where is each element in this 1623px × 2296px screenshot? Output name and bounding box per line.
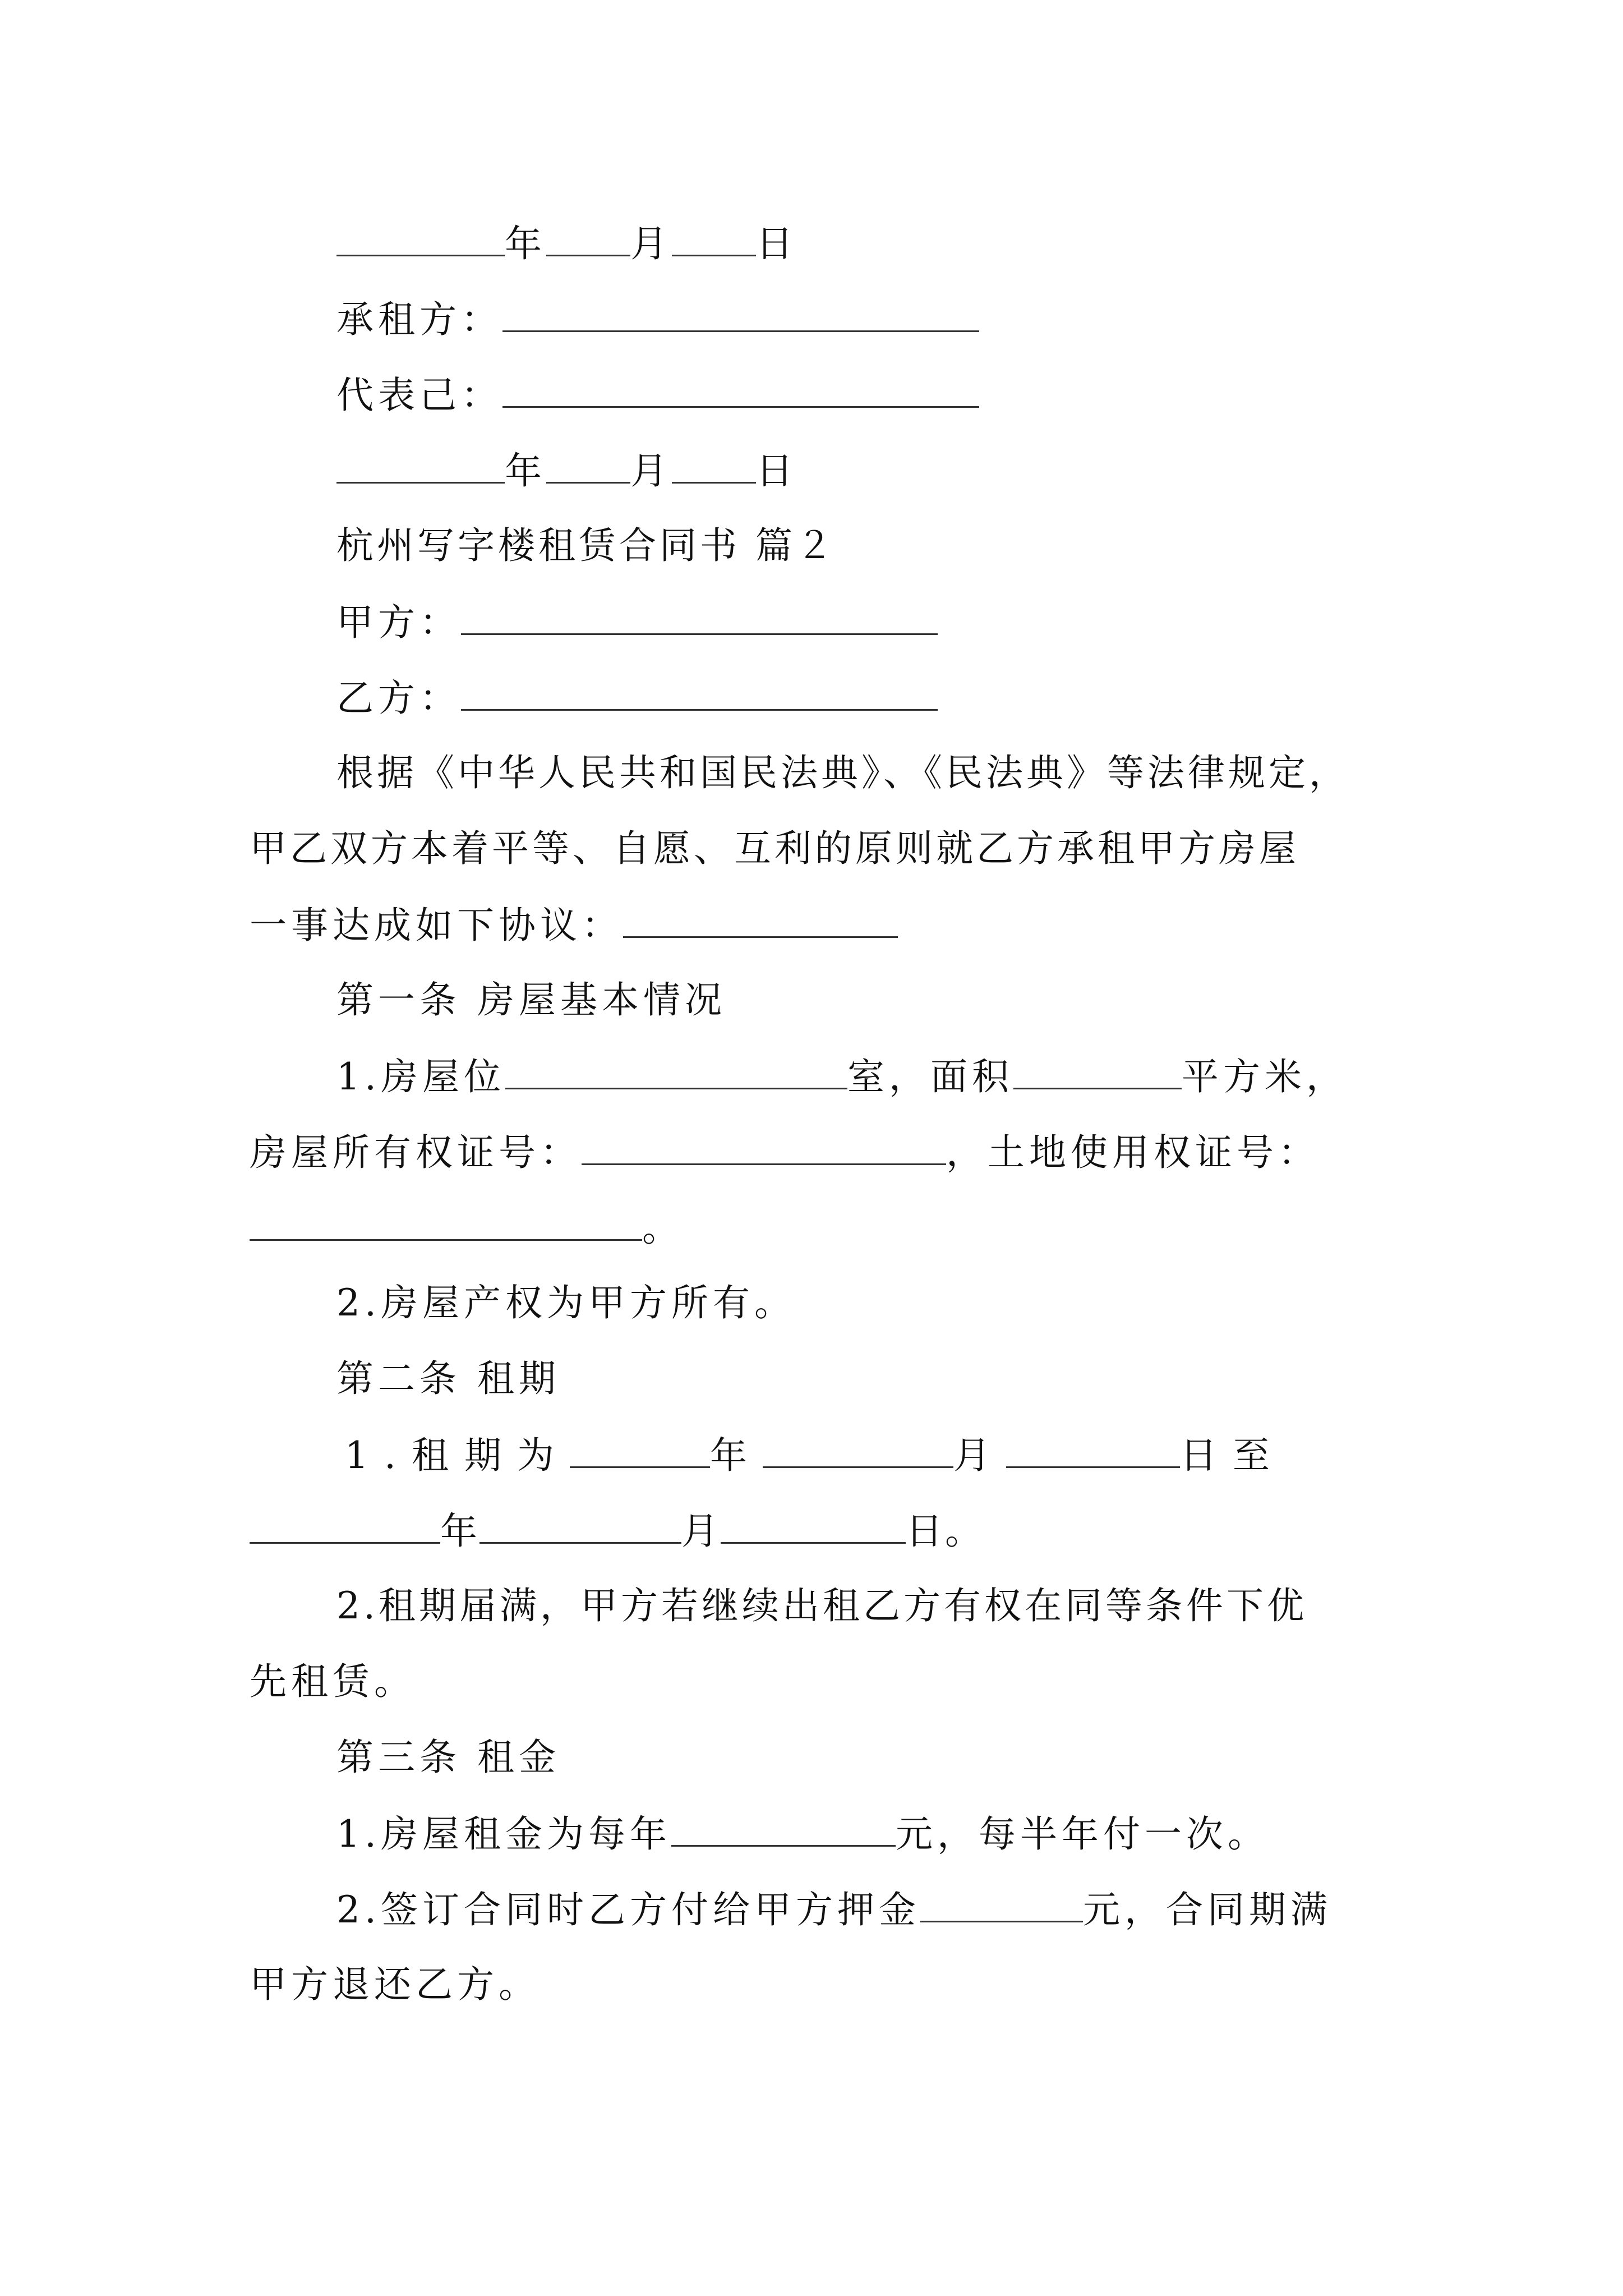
start-day-blank (1006, 1436, 1180, 1468)
party-b-line: 乙方： (336, 679, 938, 717)
year-blank (336, 224, 505, 256)
area-blank (1013, 1057, 1182, 1089)
party-b-blank (461, 679, 938, 711)
ownership-cert-blank (582, 1133, 946, 1165)
start-month-blank (763, 1436, 953, 1468)
article-2-item-1: 1.租期为 年 月 日至 (345, 1434, 1285, 1478)
end-month-blank (479, 1512, 681, 1544)
day-blank (672, 224, 756, 256)
article-3-item-1: 1.房屋租金为每年 元，每半年付一次。 (336, 1812, 1269, 1856)
end-year-blank (250, 1512, 440, 1544)
party-a-line: 甲方： (336, 603, 938, 641)
intro-paragraph-line-2: 甲乙双方本着平等、自愿、互利的原则就乙方承租甲方房屋 (250, 827, 1299, 870)
day-blank (672, 452, 756, 484)
room-blank (505, 1057, 847, 1089)
land-cert-blank (250, 1209, 642, 1241)
article-1-item-1-cont-2: 。 (250, 1209, 684, 1247)
intro-paragraph-line-3: 一事达成如下协议： (250, 906, 898, 944)
party-a-blank (461, 603, 938, 635)
start-year-blank (570, 1436, 710, 1468)
month-blank (546, 452, 630, 484)
article-3-item-2: 2.签订合同时乙方付给甲方押金 元，合同期满 (336, 1888, 1332, 1932)
representative-blank (502, 376, 979, 408)
intro-paragraph-line-1: 根据《中华人民共和国民法典》、《民法典》等法律规定， (336, 751, 1349, 794)
intro-blank (623, 906, 898, 938)
signature-date-1: 年 月 日 (336, 224, 797, 263)
article-3-heading: 第三条 租金 (336, 1736, 560, 1779)
month-blank (546, 224, 630, 256)
article-1-item-1: 1.房屋位 室，面积 平方米， (336, 1055, 1348, 1099)
article-1-item-2: 2.房屋产权为甲方所有。 (336, 1281, 796, 1324)
article-2-heading: 第二条 租期 (336, 1357, 560, 1400)
article-1-heading: 第一条 房屋基本情况 (336, 978, 726, 1022)
document-title: 杭州写字楼租赁合同书 篇２ (336, 524, 836, 567)
lessee-blank (502, 300, 979, 332)
signature-date-2: 年 月 日 (336, 452, 797, 490)
article-3-item-2-cont: 甲方退还乙方。 (250, 1963, 540, 2006)
representative-line: 代表己： (336, 376, 979, 414)
deposit-blank (920, 1890, 1083, 1922)
end-day-blank (721, 1512, 906, 1544)
lessee-line: 承租方： (336, 300, 979, 338)
year-blank (336, 452, 505, 484)
article-2-item-2-cont: 先租赁。 (250, 1660, 416, 1703)
article-2-item-2: 2.租期届满，甲方若继续出租乙方有权在同等条件下优 (336, 1584, 1307, 1627)
annual-rent-blank (671, 1815, 896, 1847)
article-2-item-1-cont: 年 月 日。 (250, 1512, 984, 1550)
article-1-item-1-cont: 房屋所有权证号： ，土地使用权证号： (250, 1131, 1320, 1175)
